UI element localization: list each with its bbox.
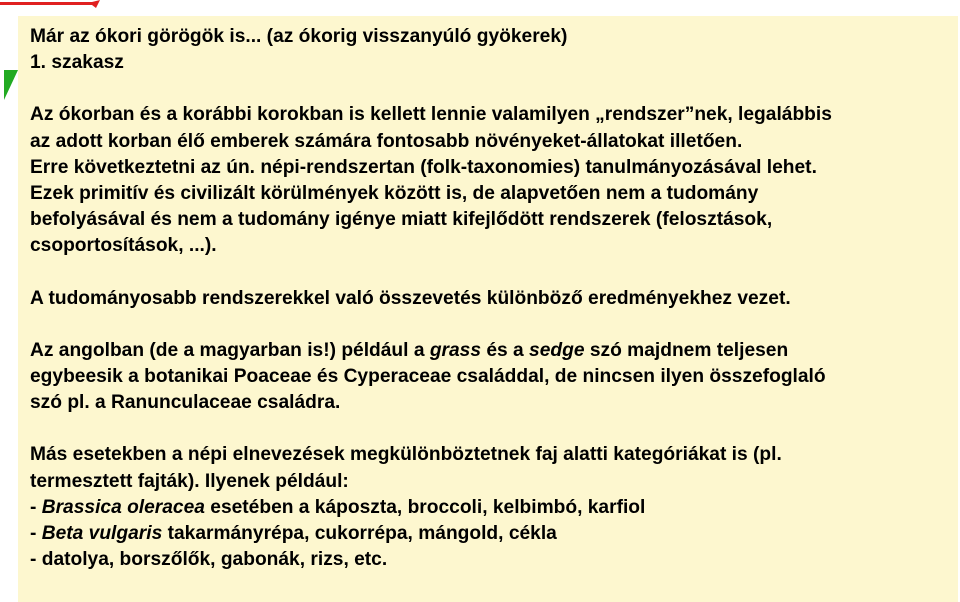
bullet-dash: -: [30, 496, 42, 518]
text-span: esetében a káposzta, broccoli, kelbimbó, karfiol: [204, 496, 646, 518]
paragraph-line: egybeesik a botanikai Poaceae és Cyperaceae családdal, de nincsen ilyen összefoglaló: [30, 366, 826, 388]
paragraph-line: befolyásával és nem a tudomány igénye miatt kifejlődött rendszerek (felosztások,: [30, 209, 773, 231]
paragraph-line: Ezek primitív és civilizált körülmények között is, de alapvetően nem a tudomány: [30, 183, 759, 205]
paragraph-line: termesztett fajták). Ilyenek például:: [30, 470, 349, 492]
italic-species-name: Brassica oleracea: [41, 496, 205, 518]
list-item: [30, 495, 945, 521]
paragraph-line: csoportosítások, ...).: [30, 235, 217, 257]
paragraph-line: Erre következtetni az ún. népi-rendszertan (folk-taxonomies) tanulmányozásával lehet.: [30, 156, 817, 178]
paragraph-line: A tudományosabb rendszerekkel való összevetés különböző eredményekhez vezet.: [30, 287, 791, 309]
text-span: Az angolban (de a magyarban is!) például a: [30, 339, 430, 361]
paragraph-line: [30, 338, 945, 364]
text-span: szó majdnem teljesen: [584, 339, 789, 361]
slide-subtitle: 1. szakasz: [30, 52, 124, 74]
green-triangle-decoration: [0, 70, 18, 100]
paragraph-line: az adott korban élő emberek számára fontosabb növényeket-állatokat illetően.: [30, 130, 743, 152]
paragraph-line: Az ókorban és a korábbi korokban is kellett lennie valamilyen „rendszer”nek, legalábbis: [30, 104, 832, 126]
text-span: takarmányrépa, cukorrépa, mángold, cékla: [162, 523, 557, 545]
italic-term-sedge: sedge: [529, 339, 585, 361]
paragraph-line: szó pl. a Ranunculaceae családra.: [30, 392, 341, 414]
slide-title: Már az ókori görögök is... (az ókorig visszanyúló gyökerek): [30, 26, 568, 47]
paragraph-line: Más esetekben a népi elnevezések megkülönböztetnek faj alatti kategóriákat is (pl.: [30, 444, 782, 466]
italic-term-grass: grass: [429, 339, 482, 361]
bullet-dash: -: [30, 523, 42, 545]
list-item: - datolya, borszőlők, gabonák, rizs, etc.: [30, 549, 388, 571]
text-span: és a: [481, 339, 530, 361]
slide-text-body: [30, 24, 945, 573]
list-item: [30, 521, 945, 547]
italic-species-name: Beta vulgaris: [41, 523, 163, 545]
red-arrow-decoration: [0, 0, 100, 12]
